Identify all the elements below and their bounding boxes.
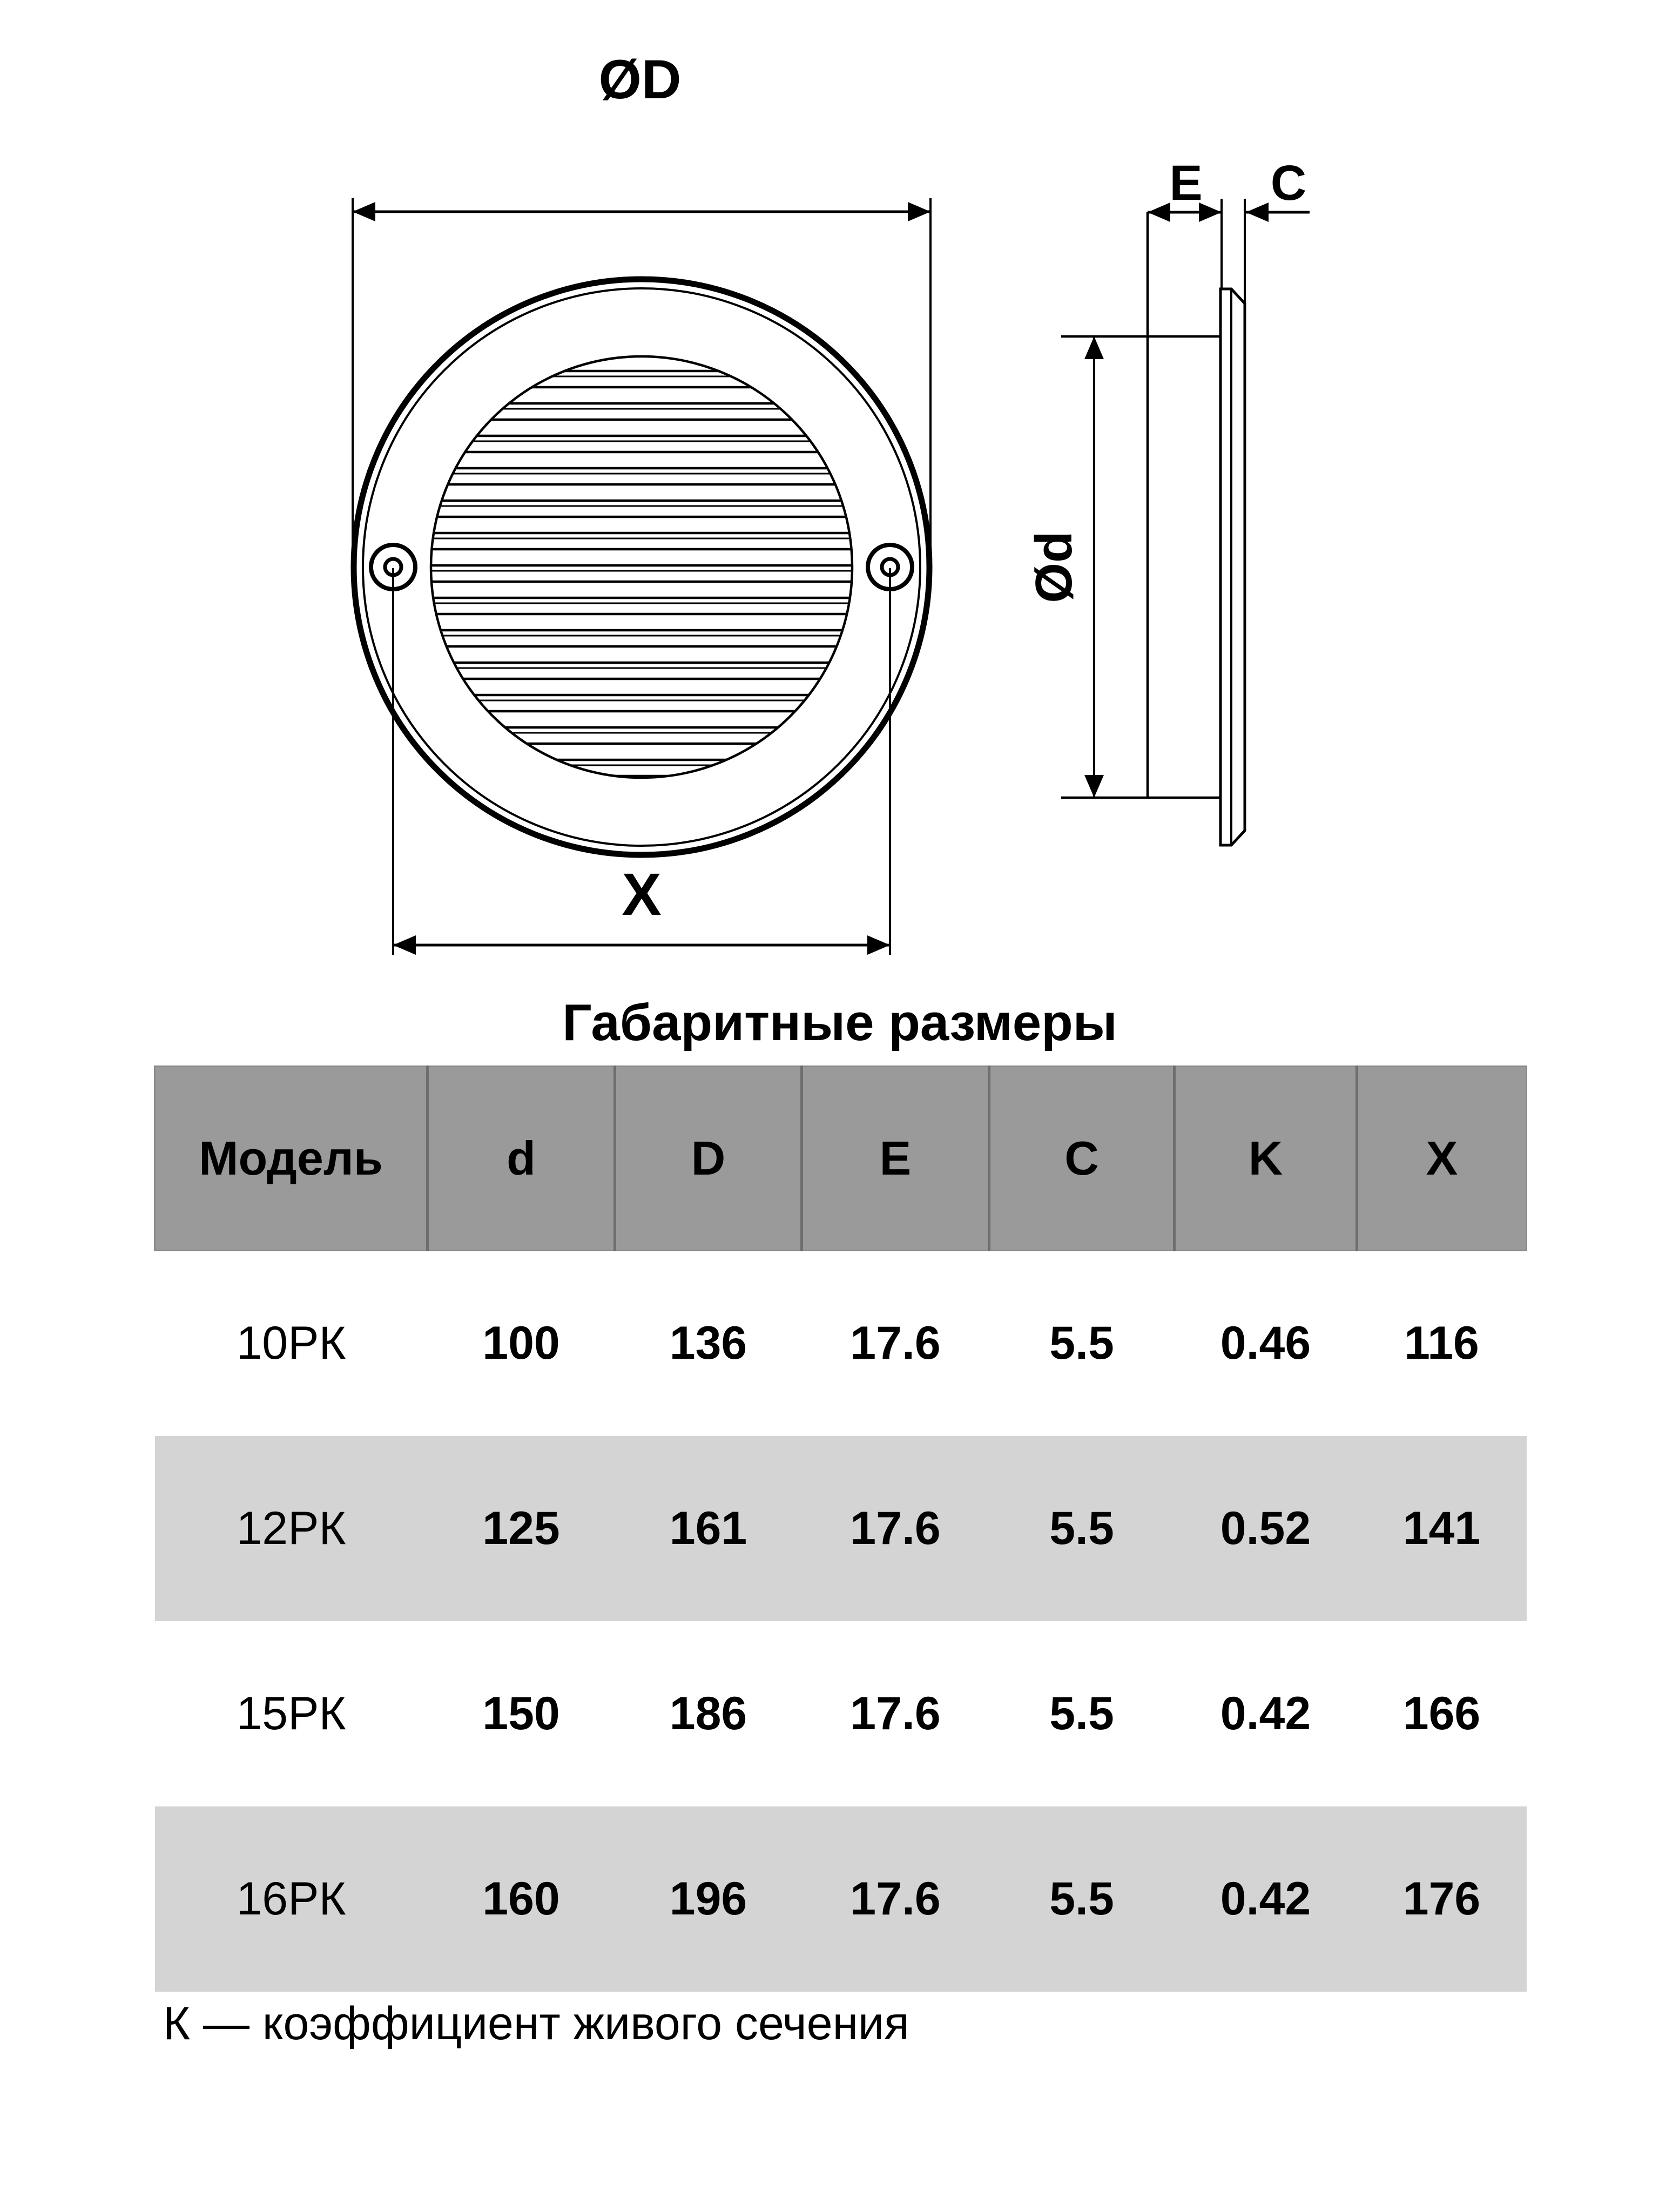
dim-duct-length xyxy=(1148,199,1222,288)
cell-D: 186 xyxy=(669,1687,747,1739)
column-header-C: C xyxy=(989,1067,1175,1251)
outer-circle xyxy=(354,279,929,855)
cell-E: 17.6 xyxy=(802,1806,989,1992)
cell-model: 10РК xyxy=(236,1317,346,1370)
cell-E: 17.6 xyxy=(850,1687,941,1739)
cell-C: 5.5 xyxy=(989,1806,1175,1992)
cell-d: 125 xyxy=(428,1436,615,1621)
cell-E: 17.6 xyxy=(802,1436,989,1621)
cell-D: 161 xyxy=(615,1436,802,1621)
column-header-d: d xyxy=(428,1067,615,1251)
cell-K: 0.42 xyxy=(1220,1687,1311,1739)
table-header-row xyxy=(155,1067,1527,1251)
dimensions-table xyxy=(154,1065,1527,1992)
cell-d: 160 xyxy=(428,1806,615,1992)
table-row xyxy=(155,1436,1527,1621)
cell-C: 5.5 xyxy=(989,1436,1175,1621)
cell-model: 12РК xyxy=(155,1436,428,1621)
side-view xyxy=(1061,199,1310,845)
cell-K: 0.46 xyxy=(1220,1317,1311,1370)
cell-d: 150 xyxy=(482,1687,560,1739)
cell-K: 0.52 xyxy=(1175,1436,1357,1621)
table-footnote: К — коэффициент живого сечения xyxy=(163,1998,909,2049)
label-duct-length: E xyxy=(1169,156,1203,211)
cell-C: 5.5 xyxy=(1049,1687,1114,1739)
column-header-K: K xyxy=(1175,1067,1357,1251)
cell-D: 136 xyxy=(669,1317,747,1370)
table-row xyxy=(155,1806,1527,1992)
technical-drawing xyxy=(0,0,1659,977)
label-duct-diameter: Ød xyxy=(1025,531,1083,603)
dim-duct-diameter xyxy=(1084,336,1104,798)
column-header-model: Модель xyxy=(155,1067,428,1251)
table-title: Габаритные размеры xyxy=(562,994,1117,1051)
cell-K: 0.42 xyxy=(1175,1806,1357,1992)
label-outer-diameter: ØD xyxy=(598,49,682,110)
duct-outline xyxy=(1061,212,1220,798)
cell-d: 100 xyxy=(482,1317,560,1370)
cell-X: 116 xyxy=(1404,1317,1479,1370)
front-view xyxy=(353,198,930,955)
column-header-D: D xyxy=(615,1067,802,1251)
louver-slats xyxy=(431,371,852,776)
cell-model: 15РК xyxy=(236,1687,346,1739)
label-hole-spacing: X xyxy=(622,861,662,928)
table-row xyxy=(155,1251,1527,1436)
cell-X: 141 xyxy=(1357,1436,1527,1621)
cell-E: 17.6 xyxy=(850,1317,941,1370)
flange-outline xyxy=(1220,289,1245,845)
cell-model: 16РК xyxy=(155,1806,428,1992)
dim-flange-thickness xyxy=(1245,199,1310,302)
cell-D: 196 xyxy=(615,1806,802,1992)
label-flange-thickness: C xyxy=(1270,156,1307,211)
cell-C: 5.5 xyxy=(1049,1317,1114,1370)
column-header-E: E xyxy=(802,1067,989,1251)
table-row xyxy=(155,1621,1527,1806)
cell-X: 166 xyxy=(1402,1687,1481,1739)
cell-X: 176 xyxy=(1357,1806,1527,1992)
column-header-X: X xyxy=(1357,1067,1527,1251)
